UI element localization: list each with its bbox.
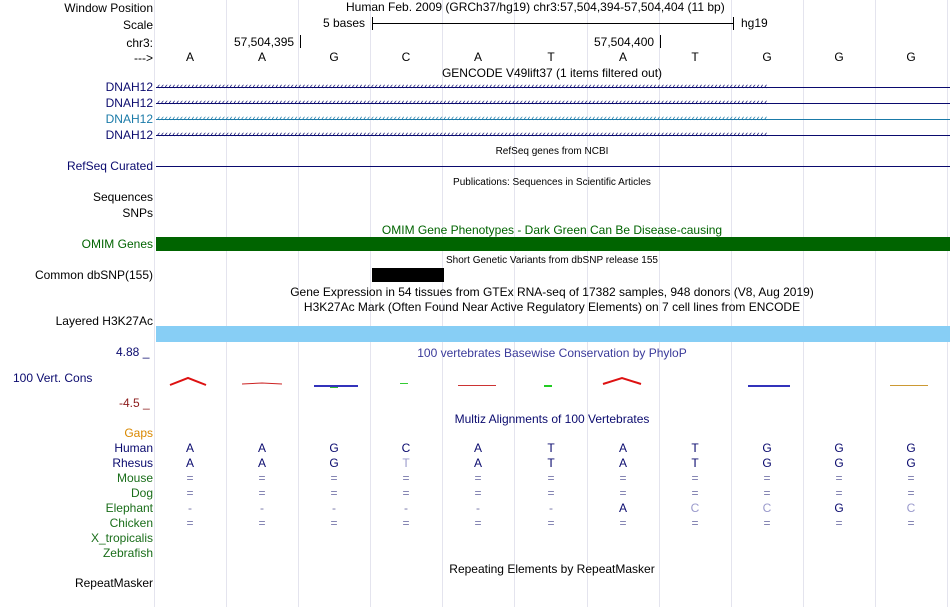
- species-label[interactable]: Mouse: [116, 471, 153, 485]
- alignment-base: T: [691, 456, 699, 470]
- alignment-base: =: [186, 516, 194, 530]
- alignment-base: =: [186, 486, 194, 500]
- reference-base: A: [257, 50, 266, 64]
- alignment-base: G: [906, 441, 916, 455]
- h3k27ac-track-title: H3K27Ac Mark (Often Found Near Active Regulatory Elements) on 7 cell lines from ENCODE: [303, 300, 801, 314]
- strand-arrow-icon: ‹‹‹‹‹‹‹‹‹‹‹‹‹‹‹‹‹‹‹‹‹‹‹‹‹‹‹‹‹‹‹‹‹‹‹‹‹‹‹‹‹‹‹‹‹‹‹‹‹‹‹‹‹‹‹‹‹‹‹‹‹‹‹‹‹‹‹‹‹‹‹‹‹‹‹‹‹‹‹‹‹‹‹‹‹‹‹‹‹‹‹‹‹‹‹‹‹‹‹‹‹‹‹‹‹‹‹‹‹‹‹‹‹‹‹‹‹‹‹‹‹‹‹‹‹‹‹‹‹‹‹‹‹‹‹‹‹‹‹‹‹‹‹‹‹‹‹‹‹‹‹‹‹‹‹‹‹‹‹‹: [156, 82, 767, 92]
- alignment-base: =: [258, 516, 266, 530]
- phylop-peak-2: [242, 383, 282, 384]
- dbsnp-track-title: Short Genetic Variants from dbSNP release 155: [446, 255, 658, 266]
- scale-db-text: hg19: [741, 16, 768, 30]
- alignment-base: =: [763, 471, 771, 485]
- omim-label[interactable]: OMIM Genes: [81, 237, 153, 251]
- gencode-track-title[interactable]: GENCODE V49lift37 (1 items filtered out): [441, 66, 663, 80]
- alignment-base: =: [402, 471, 410, 485]
- alignment-base: =: [186, 471, 194, 485]
- alignment-base: =: [619, 471, 627, 485]
- reference-base: G: [762, 50, 772, 64]
- refseq-label[interactable]: RefSeq Curated: [66, 159, 153, 173]
- alignment-base: =: [835, 486, 843, 500]
- species-label[interactable]: Zebrafish: [102, 546, 153, 560]
- gencode-gene-label[interactable]: DNAH12: [105, 80, 153, 94]
- alignment-base: =: [835, 471, 843, 485]
- reference-base: G: [329, 50, 339, 64]
- refseq-gene-line[interactable]: [156, 166, 950, 167]
- strand-arrow-icon: ‹‹‹‹‹‹‹‹‹‹‹‹‹‹‹‹‹‹‹‹‹‹‹‹‹‹‹‹‹‹‹‹‹‹‹‹‹‹‹‹‹‹‹‹‹‹‹‹‹‹‹‹‹‹‹‹‹‹‹‹‹‹‹‹‹‹‹‹‹‹‹‹‹‹‹‹‹‹‹‹‹‹‹‹‹‹‹‹‹‹‹‹‹‹‹‹‹‹‹‹‹‹‹‹‹‹‹‹‹‹‹‹‹‹‹‹‹‹‹‹‹‹‹‹‹‹‹‹‹‹‹‹‹‹‹‹‹‹‹‹‹‹‹‹‹‹‹‹‹‹‹‹‹‹‹‹‹‹‹‹: [156, 98, 767, 108]
- alignment-base: A: [185, 456, 194, 470]
- alignment-base: =: [330, 486, 338, 500]
- phylop-peak-1: [170, 378, 206, 385]
- alignment-base: C: [906, 501, 916, 515]
- position-tick-2-mark: [660, 35, 661, 48]
- gencode-gene-feature[interactable]: [156, 82, 950, 92]
- reference-base: A: [473, 50, 482, 64]
- alignment-base: =: [619, 486, 627, 500]
- reference-base: G: [906, 50, 916, 64]
- h3k27ac-label[interactable]: Layered H3K27Ac: [55, 314, 153, 328]
- alignment-base: -: [549, 501, 553, 515]
- phylop-peak-7: [603, 378, 641, 384]
- alignment-base: G: [834, 456, 844, 470]
- reference-base: C: [401, 50, 411, 64]
- strand-arrow-icon: ‹‹‹‹‹‹‹‹‹‹‹‹‹‹‹‹‹‹‹‹‹‹‹‹‹‹‹‹‹‹‹‹‹‹‹‹‹‹‹‹‹‹‹‹‹‹‹‹‹‹‹‹‹‹‹‹‹‹‹‹‹‹‹‹‹‹‹‹‹‹‹‹‹‹‹‹‹‹‹‹‹‹‹‹‹‹‹‹‹‹‹‹‹‹‹‹‹‹‹‹‹‹‹‹‹‹‹‹‹‹‹‹‹‹‹‹‹‹‹‹‹‹‹‹‹‹‹‹‹‹‹‹‹‹‹‹‹‹‹‹‹‹‹‹‹‹‹‹‹‹‹‹‹‹‹‹‹‹‹‹: [156, 114, 767, 124]
- repeatmasker-label[interactable]: RepeatMasker: [74, 576, 153, 590]
- scale-bases-text: 5 bases: [323, 16, 366, 30]
- dbsnp-variant-bar[interactable]: [372, 268, 444, 282]
- cons-max-label: 4.88 _: [116, 345, 150, 359]
- reference-base: A: [618, 50, 627, 64]
- species-label[interactable]: Human: [114, 441, 153, 455]
- gencode-gene-feature[interactable]: [156, 130, 950, 140]
- alignment-base: =: [907, 486, 915, 500]
- alignment-base: -: [332, 501, 336, 515]
- chrom-label: chr3:: [126, 36, 153, 50]
- gencode-gene-feature[interactable]: [156, 114, 950, 124]
- alignment-base: =: [474, 471, 482, 485]
- alignment-base: A: [618, 441, 627, 455]
- alignment-base: =: [330, 471, 338, 485]
- sequences-label[interactable]: Sequences: [92, 190, 153, 204]
- alignment-base: =: [258, 486, 266, 500]
- alignment-base: =: [907, 471, 915, 485]
- scale-label: Scale: [122, 18, 153, 32]
- gencode-gene-label[interactable]: DNAH12: [105, 128, 153, 142]
- alignment-base: =: [402, 486, 410, 500]
- strand-label: --->: [134, 51, 153, 65]
- strand-arrow-icon: ‹‹‹‹‹‹‹‹‹‹‹‹‹‹‹‹‹‹‹‹‹‹‹‹‹‹‹‹‹‹‹‹‹‹‹‹‹‹‹‹‹‹‹‹‹‹‹‹‹‹‹‹‹‹‹‹‹‹‹‹‹‹‹‹‹‹‹‹‹‹‹‹‹‹‹‹‹‹‹‹‹‹‹‹‹‹‹‹‹‹‹‹‹‹‹‹‹‹‹‹‹‹‹‹‹‹‹‹‹‹‹‹‹‹‹‹‹‹‹‹‹‹‹‹‹‹‹‹‹‹‹‹‹‹‹‹‹‹‹‹‹‹‹‹‹‹‹‹‹‹‹‹‹‹‹‹‹‹‹‹: [156, 130, 767, 140]
- alignment-base: T: [402, 456, 410, 470]
- dbsnp-label[interactable]: Common dbSNP(155): [34, 268, 153, 282]
- alignment-base: C: [762, 501, 772, 515]
- alignment-base: T: [547, 456, 555, 470]
- alignment-base: A: [185, 441, 194, 455]
- alignment-base: -: [260, 501, 264, 515]
- phylop-tick-6: [544, 385, 552, 387]
- alignment-base: -: [404, 501, 408, 515]
- alignment-base: A: [473, 456, 482, 470]
- phylop-dip-9: [748, 385, 790, 387]
- alignment-base: G: [834, 501, 844, 515]
- gencode-gene-label[interactable]: DNAH12: [105, 96, 153, 110]
- repeatmasker-track-title: Repeating Elements by RepeatMasker: [449, 562, 655, 576]
- reference-base: T: [691, 50, 699, 64]
- multiz-track-title: Multiz Alignments of 100 Vertebrates: [454, 412, 650, 426]
- alignment-base: C: [401, 441, 411, 455]
- phylop-peak-5: [458, 385, 496, 386]
- alignment-base: A: [618, 501, 627, 515]
- alignment-base: G: [762, 456, 772, 470]
- alignment-base: T: [691, 441, 699, 455]
- cons-min-label: -4.5 _: [119, 396, 150, 410]
- alignment-base: =: [474, 486, 482, 500]
- gaps-label[interactable]: Gaps: [124, 426, 153, 440]
- alignment-base: A: [257, 456, 266, 470]
- scale-bar-left-tick: [372, 17, 373, 30]
- alignment-base: G: [329, 441, 339, 455]
- position-tick-1: 57,504,395: [234, 35, 295, 49]
- reference-base: G: [834, 50, 844, 64]
- alignment-base: =: [547, 486, 555, 500]
- grid-line: [154, 0, 155, 607]
- alignment-base: =: [763, 486, 771, 500]
- alignment-base: =: [330, 516, 338, 530]
- window-position-label: Window Position: [64, 1, 153, 15]
- alignment-base: A: [257, 441, 266, 455]
- publications-track-title: Publications: Sequences in Scientific Articles: [453, 177, 651, 188]
- cons-track-label[interactable]: 100 Vert. Cons: [13, 371, 93, 385]
- reference-base: T: [547, 50, 555, 64]
- phylop-tick-4: [400, 383, 408, 384]
- alignment-base: =: [691, 486, 699, 500]
- snps-label[interactable]: SNPs: [122, 206, 153, 220]
- alignment-base: A: [618, 456, 627, 470]
- assembly-position-text: Human Feb. 2009 (GRCh37/hg19) chr3:57,504,394-57,504,404 (11 bp): [346, 0, 725, 14]
- omim-gene-bar[interactable]: [156, 237, 950, 251]
- reference-base: A: [185, 50, 194, 64]
- species-label[interactable]: Elephant: [105, 501, 153, 515]
- position-tick-2: 57,504,400: [594, 35, 655, 49]
- position-tick-1-mark: [300, 35, 301, 48]
- gencode-gene-feature[interactable]: [156, 98, 950, 108]
- phylop-peak-11: [890, 385, 928, 386]
- phylop-conservation-graph[interactable]: [156, 370, 950, 394]
- species-label[interactable]: Chicken: [109, 516, 153, 530]
- scale-bar: [372, 23, 734, 24]
- alignment-base: =: [763, 516, 771, 530]
- alignment-base: =: [907, 516, 915, 530]
- species-label[interactable]: Dog: [130, 486, 153, 500]
- alignment-base: A: [473, 441, 482, 455]
- alignment-base: -: [188, 501, 192, 515]
- alignment-base: G: [834, 441, 844, 455]
- alignment-base: =: [835, 516, 843, 530]
- gencode-gene-label[interactable]: DNAH12: [105, 112, 153, 126]
- alignment-base: G: [762, 441, 772, 455]
- alignment-base: =: [547, 516, 555, 530]
- alignment-base: =: [619, 516, 627, 530]
- phylop-dip-3: [314, 385, 358, 387]
- phylop-tick-3: [330, 387, 338, 388]
- alignment-base: T: [547, 441, 555, 455]
- gtex-track-title: Gene Expression in 54 tissues from GTEx RNA-seq of 17382 samples, 948 donors (V8, Aug 2019): [290, 285, 814, 299]
- refseq-track-title: RefSeq genes from NCBI: [495, 146, 609, 157]
- alignment-base: =: [258, 471, 266, 485]
- phylop-track-title: 100 vertebrates Basewise Conservation by PhyloP: [417, 346, 687, 360]
- alignment-base: G: [906, 456, 916, 470]
- alignment-base: =: [402, 516, 410, 530]
- h3k27ac-signal[interactable]: [156, 326, 950, 342]
- alignment-base: =: [474, 516, 482, 530]
- alignment-base: =: [547, 471, 555, 485]
- alignment-base: =: [691, 516, 699, 530]
- scale-bar-right-tick: [733, 17, 734, 30]
- alignment-base: C: [690, 501, 700, 515]
- alignment-base: -: [476, 501, 480, 515]
- species-label[interactable]: Rhesus: [112, 456, 153, 470]
- omim-track-title: OMIM Gene Phenotypes - Dark Green Can Be Disease-causing: [381, 223, 723, 237]
- alignment-base: =: [691, 471, 699, 485]
- alignment-base: G: [329, 456, 339, 470]
- species-label[interactable]: X_tropicalis: [90, 531, 153, 545]
